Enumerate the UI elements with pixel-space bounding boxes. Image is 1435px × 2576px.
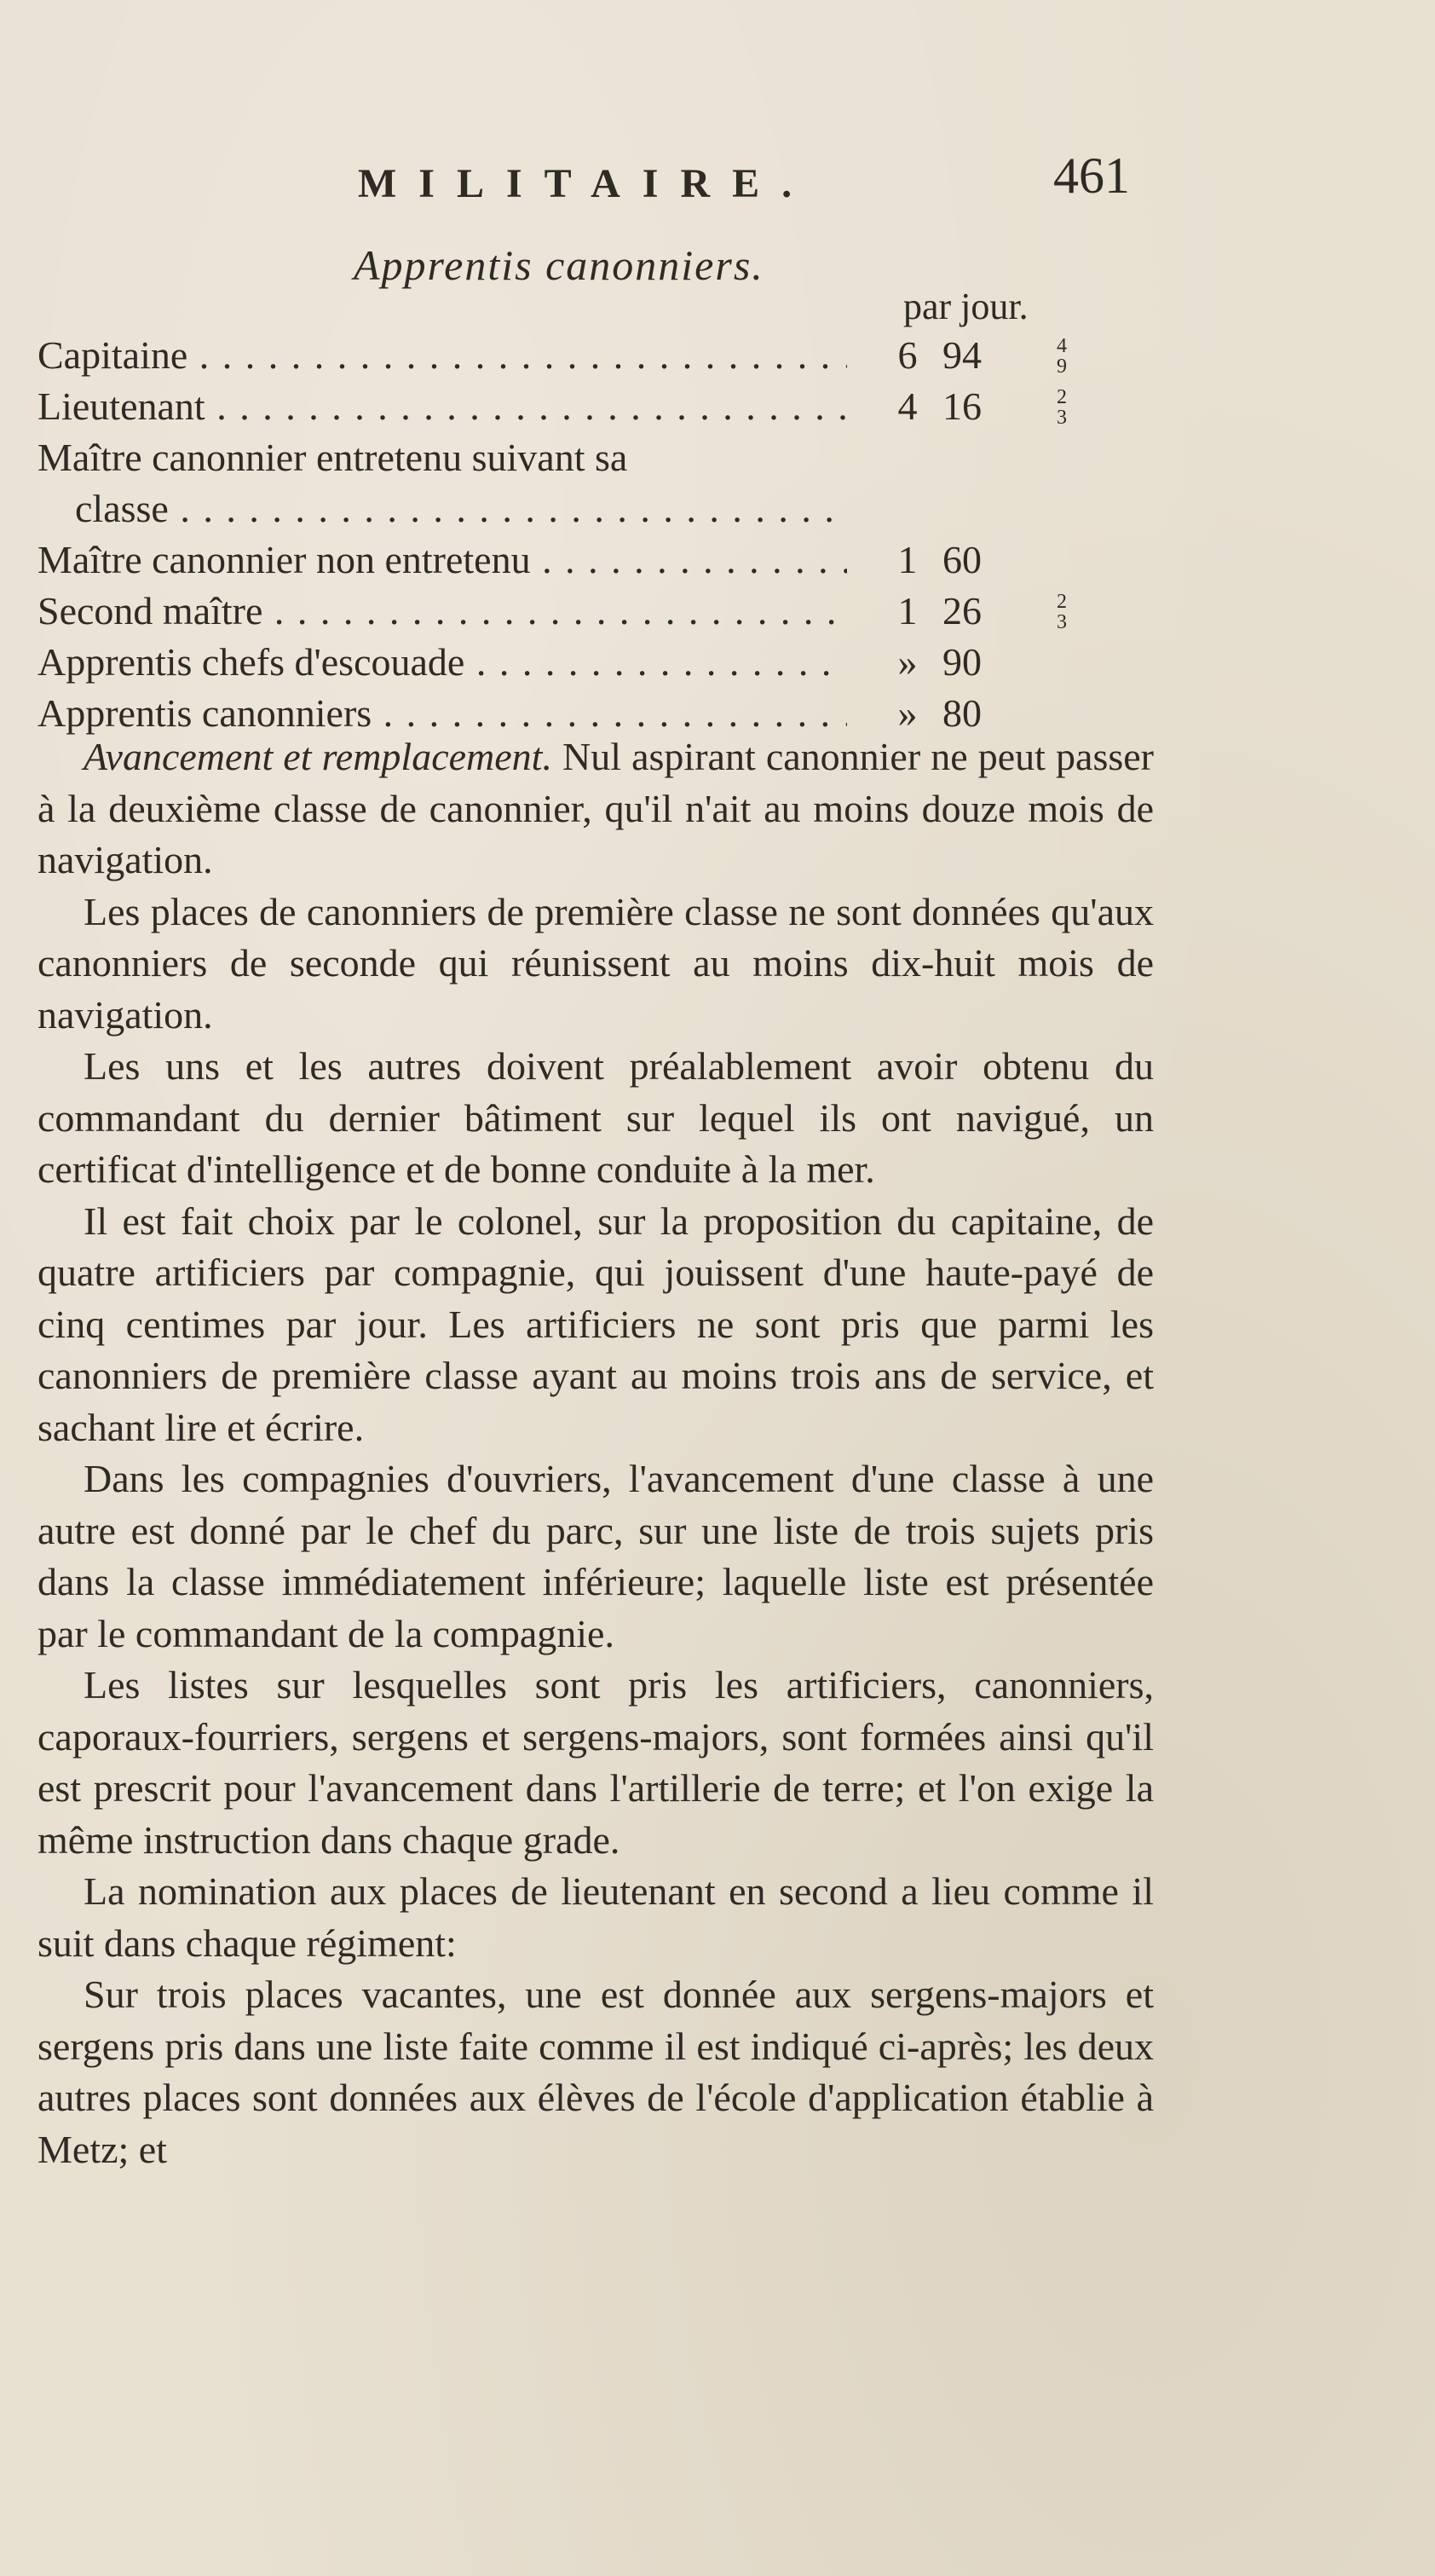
pay-amount-cents: 60: [942, 538, 982, 581]
pay-amount-whole: 1: [897, 589, 918, 632]
pay-column-header: par jour.: [903, 286, 1029, 327]
pay-row-amount: [873, 384, 1069, 429]
fraction-denominator: 9: [1057, 355, 1067, 378]
fraction-numerator: 4: [1057, 335, 1067, 357]
pay-row-label: Lieutenant . . .: [37, 384, 847, 429]
pay-row-lieutenant: [37, 384, 1145, 435]
pay-amount-whole: 1: [897, 538, 918, 581]
fraction-numerator: 2: [1057, 591, 1067, 613]
pay-row-label: Maître canonnier entretenu suivant sa: [37, 436, 628, 479]
paragraph: Les listes sur lesquelles sont pris les artificiers, canonniers, caporaux-fourriers, sergens et sergens-majors, sont formées ainsi qu'il est prescrit pour l'avancement dans l'artillerie de terre; et l'on exige la même instruction dans chaque grade.: [37, 1663, 1154, 1862]
pay-row-chefs-escouade: [37, 639, 1145, 690]
pay-row-label: Apprentis chefs d'escouade . . .: [37, 639, 847, 684]
pay-row-amount: [873, 588, 1069, 633]
pay-fraction: [1057, 336, 1067, 377]
pay-row-amount: [873, 639, 1069, 684]
pay-amount-whole: »: [897, 640, 918, 684]
pay-row-amount: [873, 537, 1069, 582]
pay-row-maitre-entretenu: [37, 435, 1145, 486]
pay-row-label: Maître canonnier non entretenu . . .: [37, 537, 847, 582]
pay-fraction: [1057, 592, 1067, 632]
pay-row-amount: [873, 690, 1069, 736]
body-text: [37, 731, 1154, 2175]
pay-amount-whole: 4: [897, 384, 918, 428]
fraction-denominator: 3: [1057, 611, 1067, 633]
fraction-denominator: 3: [1057, 407, 1067, 429]
pay-row-second-maitre: [37, 588, 1145, 639]
pay-row-label: classe . . .: [75, 486, 847, 531]
pay-amount-cents: 94: [942, 333, 982, 377]
pay-amount-cents: 90: [942, 640, 982, 684]
pay-amount-cents: 80: [942, 691, 982, 735]
pay-row-capitaine: [37, 332, 1145, 384]
fraction-numerator: 2: [1057, 386, 1067, 408]
pay-table: [37, 332, 1145, 742]
pay-row-label: Second maître . . .: [37, 588, 847, 633]
pay-amount-cents: 16: [942, 384, 982, 428]
pay-amount-whole: 6: [897, 333, 918, 377]
pay-amount-cents: 26: [942, 589, 982, 632]
running-title: MILITAIRE.: [358, 161, 815, 206]
page-number: 461: [1053, 147, 1130, 204]
pay-row-label: Capitaine . . .: [37, 332, 847, 378]
pay-row-amount: [873, 332, 1069, 378]
paragraph: Les uns et les autres doivent préalablement avoir obtenu du commandant du dernier bâtiment sur lequel ils ont navigué, un certificat d'intelligence et de bonne conduite à la mer.: [37, 1044, 1154, 1191]
pay-fraction: [1057, 387, 1067, 428]
pay-amount-whole: »: [897, 691, 918, 735]
paragraph: Dans les compagnies d'ouvriers, l'avancement d'une classe à une autre est donné par le chef du parc, sur une liste de trois sujets pris dans la classe immédiatement inférieure; laquelle liste est présentée par le commandant de la compagnie.: [37, 1457, 1154, 1655]
paragraph: Les places de canonniers de première classe ne sont données qu'aux canonniers de seconde qui réunissent au moins dix-huit mois de navigation.: [37, 889, 1154, 1037]
pay-row-classe: [37, 486, 1145, 537]
paragraph: Sur trois places vacantes, une est donnée aux sergens-majors et sergens pris dans une liste faite comme il est indiqué ci-après; les deux autres places sont données aux élèves de l'école d'application établie à Metz; et: [37, 1972, 1154, 2171]
paragraph: Il est fait choix par le colonel, sur la proposition du capitaine, de quatre artificiers par compagnie, qui jouissent d'une haute-payé de cinq centimes par jour. Les artificiers ne sont pris que parmi les canonniers de première classe ayant au moins trois ans de service, et sachant lire et écrire.: [37, 1198, 1154, 1449]
paragraph-text: Nul aspirant canonnier ne peut passer à la deuxième classe de canonnier, qu'il n'ait au moins douze mois de navigation.: [37, 735, 1154, 881]
paragraph: La nomination aux places de lieutenant en second a lieu comme il suit dans chaque régiment:: [37, 1869, 1154, 1965]
section-title: Apprentis canonniers.: [354, 241, 764, 289]
paragraph-lead-heading: Avancement et remplacement.: [84, 735, 552, 778]
pay-row-maitre-non-entretenu: [37, 537, 1145, 588]
pay-row-label: Apprentis canonniers . . .: [37, 690, 847, 736]
paragraph-avancement: [37, 731, 1154, 887]
